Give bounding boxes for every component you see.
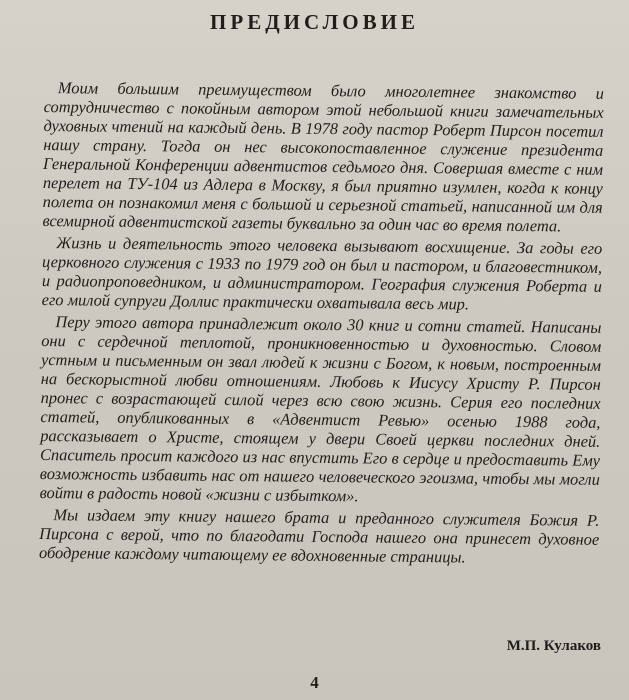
page-number: 4 xyxy=(310,673,319,692)
author-signature: М.П. Кулаков xyxy=(506,638,601,654)
paragraph-4: Мы издаем эту книгу нашего брата и преданного служителя Божия Р. Пирсона с верой, что по благодати Господа нашего она принесет духовное ободрение каждому читающему ее вдохновенные страницы. xyxy=(38,505,600,567)
paragraph-1: Моим большим преимуществом было многолетнее знакомство и сотрудничество с покойным автором этой небольшой книги замечательных духовных чтений на каждый день. В 1978 году пастор Роберт Пирсон посетил нашу страну. Тогда он нес высокопоставленное служение президента Генеральной Конференции адвентистов седьмого дня. Совершая вместе с ним перелет на ТУ-104 из Адлера в Москву, я был приятно изумлен, когда к концу полета он познакомил меня с большой и серьезной статьей, написанной им для всемирной адвентистской газеты буквально за один час во время полета. xyxy=(42,78,604,236)
foreword-body xyxy=(39,78,604,571)
paragraph-2: Жизнь и деятельность этого человека вызывают восхищение. За годы его церковного служения с 1933 по 1979 год он был и пастором, и благовестником, и радиопроповедником, и администратором. География служения Роберта и его милой супруги Доллис практически охватывала весь мир. xyxy=(41,233,603,314)
paragraph-3: Перу этого автора принадлежит около 30 книг и сотни статей. Написаны они с сердечной теплотой, проникновенностью и духовностью. Словом устным и письменным он звал людей к жизни с Богом, к новым, построенным на бескорыстной любви отношениям. Любовь к Иисусу Христу Р. Пирсон пронес с возрастающей силой через всю свою жизнь. Серия его последних статей, опубликованных в «Адвентист Ревью» осенью 1988 года, рассказывает о Христе, стоящем у двери Своей церкви последних дней. Спаситель просит каждого из нас впустить Его в сердце и предоставить Ему возможность избавить нас от нашего человеческого эгоизма, чтобы мы могли войти в радость новой «жизни с избытком». xyxy=(39,312,602,506)
page-title: ПРЕДИСЛОВИЕ xyxy=(210,10,419,34)
